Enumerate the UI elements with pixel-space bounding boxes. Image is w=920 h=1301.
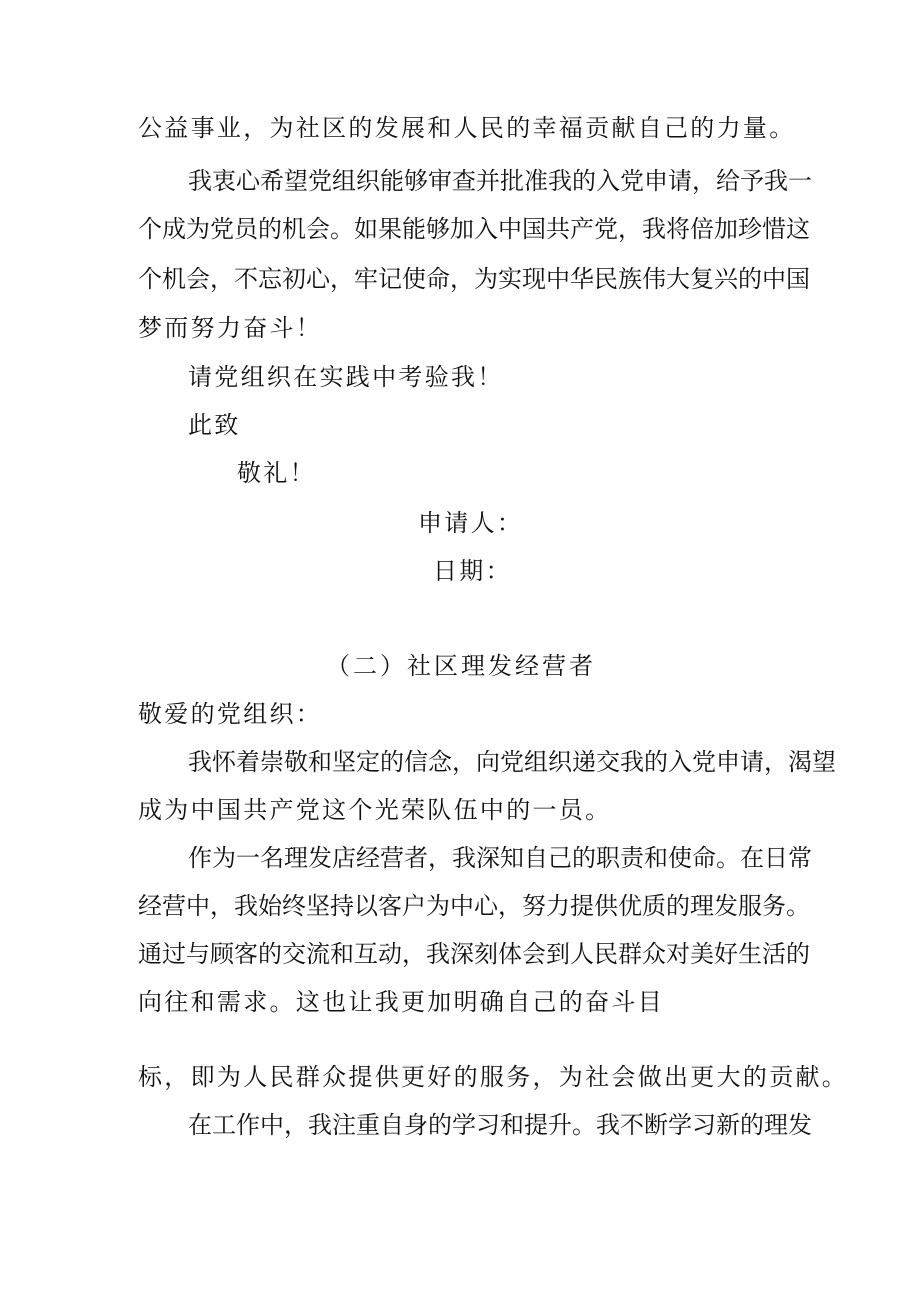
applicant-label: 申请人：: [418, 509, 524, 537]
body-text-line: 成为中国共产党这个光荣队伍中的一员。: [138, 796, 612, 824]
body-text-line: 我衷心希望党组织能够审查并批准我的入党申请，给予我一: [188, 167, 812, 195]
body-text-line: 通过与顾客的交流和互动，我深刻体会到人民群众对美好生活的: [138, 940, 810, 968]
section-heading: （二）社区理发经营者: [326, 652, 596, 680]
salutation-respect: 敬礼！: [237, 459, 316, 487]
body-text-line: 个机会，不忘初心，牢记使命，为实现中华民族伟大复兴的中国: [138, 265, 810, 293]
body-text-line: 我怀着崇敬和坚定的信念，向党组织递交我的入党申请，渴望: [188, 748, 836, 776]
body-text-line: 梦而努力奋斗！: [138, 314, 323, 342]
salutation-to: 此致: [188, 411, 241, 439]
body-text-line: 经营中，我始终坚持以客户为中心，努力提供优质的理发服务。: [138, 892, 810, 920]
body-text-line: 在工作中，我注重自身的学习和提升。我不断学习新的理发: [188, 1111, 812, 1139]
date-label: 日期：: [433, 557, 512, 585]
greeting-line: 敬爱的党组织：: [138, 700, 323, 728]
body-text-line: 标，即为人民群众提供更好的服务，为社会做出更大的贡献。: [138, 1063, 849, 1091]
body-text-line: 向往和需求。这也让我更加明确自己的奋斗目: [138, 988, 664, 1016]
body-text-line: 作为一名理发店经营者，我深知自己的职责和使命。在日常: [188, 844, 812, 872]
body-text-line: 个成为党员的机会。如果能够加入中国共产党，我将倍加珍惜这: [138, 215, 810, 243]
closing-line: 请党组织在实践中考验我！: [188, 363, 504, 391]
body-text-line: 公益事业，为社区的发展和人民的幸福贡献自己的力量。: [138, 114, 796, 142]
